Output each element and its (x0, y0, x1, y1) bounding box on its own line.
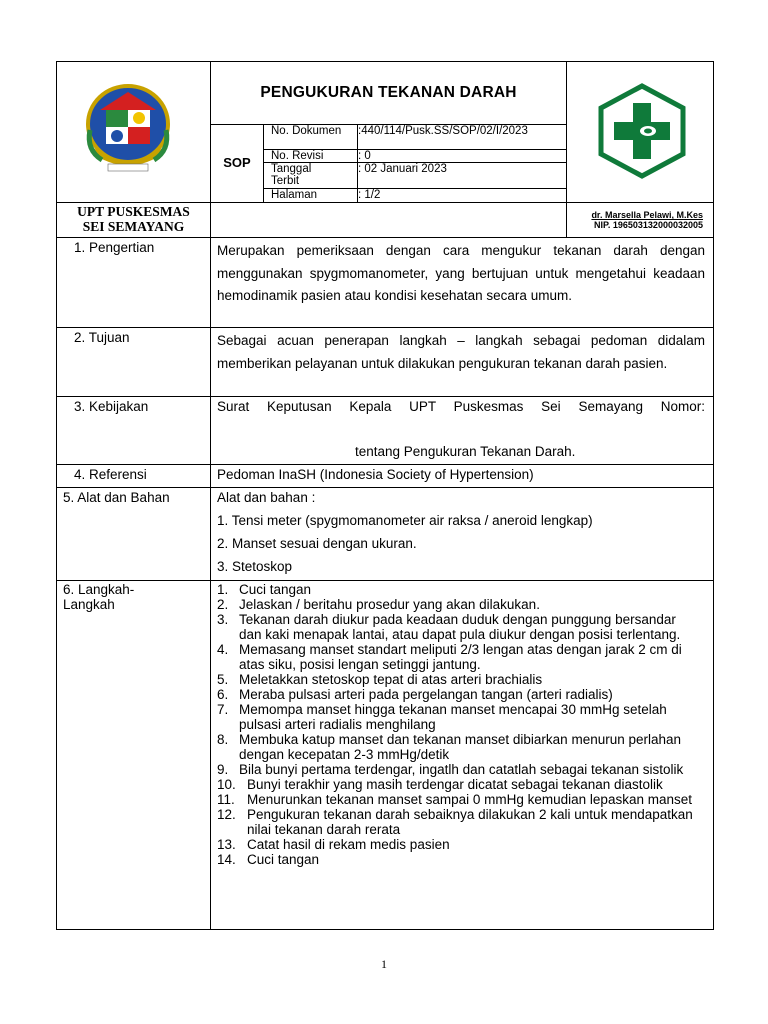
org-name-line1: UPT PUSKESMAS (77, 204, 190, 219)
step-number: 1. (217, 582, 229, 597)
step-item (217, 642, 697, 672)
step-number: 14. (217, 852, 236, 867)
step-number: 8. (217, 732, 229, 747)
step-number: 9. (217, 762, 229, 777)
step-item (217, 732, 697, 762)
org-name-line2: SEI SEMAYANG (82, 219, 185, 234)
divider (210, 61, 211, 202)
step-item (217, 597, 697, 612)
page-number: 1 (381, 957, 387, 971)
step-text: Jelaskan / beritahu prosedur yang akan dilakukan. (239, 597, 540, 612)
step-text: Bila bunyi pertama terdengar, ingatlh dan catatlah sebagai tekanan sistolik (239, 762, 684, 777)
meta-value-document: :440/114/Pusk.SS/SOP/02/I/2023 (358, 125, 528, 137)
divider (56, 396, 714, 397)
meta-label: No. Dokumen (271, 125, 342, 137)
step-number: 12. (217, 807, 236, 822)
meta-label-date: Tanggal Terbit (271, 163, 312, 187)
meta-value-date: : 02 Januari 2023 (358, 163, 447, 175)
step-text: Bunyi terakhir yang masih terdengar dicatat sebagai tekanan diastolik (247, 777, 663, 792)
section-label-kebijakan: 3. Kebijakan (74, 399, 149, 414)
divider (56, 464, 714, 465)
section-label-referensi: 4. Referensi (74, 467, 147, 482)
step-item (217, 792, 697, 807)
section-label-pengertian: 1. Pengertian (74, 240, 155, 255)
step-item (217, 702, 697, 732)
steps-list (217, 582, 697, 867)
signer-nip: NIP. 196503132000032005 (594, 220, 703, 230)
step-number: 4. (217, 642, 229, 657)
step-item (217, 777, 697, 792)
step-text: Cuci tangan (247, 852, 320, 867)
step-number: 2. (217, 597, 229, 612)
step-item (217, 762, 697, 777)
section-text-pengertian: Merupakan pemeriksaan dengan cara mengukur tekanan darah dengan menggunakan spygmomanometer, yang bertujuan untuk mengetahui keadaan hemodinamik pasien atau kondisi kesehatan secara umum. (217, 243, 705, 303)
step-number: 11. (217, 792, 235, 807)
step-text: Pengukuran tekanan darah sebaiknya dilakukan 2 kali untuk mendapatkan nilai tekanan darah rerata (247, 807, 693, 837)
divider (56, 327, 714, 328)
step-item (217, 582, 697, 597)
alat-item: 3. Stetoskop (217, 559, 293, 574)
meta-label-document (271, 125, 357, 137)
step-number: 7. (217, 702, 229, 717)
step-text: Meraba pulsasi arteri pada pergelangan tangan (arteri radialis) (239, 687, 613, 702)
step-number: 5. (217, 672, 229, 687)
meta-label-revision: No. Revisi (271, 150, 324, 162)
step-text: Membuka katup manset dan tekanan manset dibiarkan menurun perlahan dengan kecepatan 2-3 mmHg/detik (239, 732, 682, 762)
page-title: PENGUKURAN TEKANAN DARAH (260, 84, 517, 101)
divider (210, 202, 211, 238)
alat-intro: Alat dan bahan : (217, 490, 316, 505)
step-number: 3. (217, 612, 229, 627)
step-item (217, 837, 697, 852)
meta-value-revision: : 0 (358, 150, 371, 162)
step-text: Tekanan darah diukur pada keadaan duduk dengan punggung bersandar dan kaki menapak lantai, atau dapat pula diukur dengan posisi terlentang. (239, 612, 681, 642)
divider (56, 202, 714, 203)
step-item (217, 807, 697, 837)
section-text-referensi: Pedoman InaSH (Indonesia Society of Hypertension) (217, 467, 534, 482)
step-text: Memompa manset hingga tekanan manset mencapai 30 mmHg setelah pulsasi arteri radialis menghilang (239, 702, 667, 732)
step-item (217, 612, 697, 642)
section-label-langkah-line2: Langkah (63, 597, 115, 612)
section-label-alat: 5. Alat dan Bahan (63, 490, 170, 505)
meta-label-page: Halaman (271, 189, 318, 201)
divider (56, 487, 714, 488)
divider (566, 61, 567, 202)
step-item (217, 672, 697, 687)
section-text-kebijakan-line1: Surat Keputusan Kepala UPT Puskesmas Sei Semayang Nomor: (217, 399, 705, 414)
step-number: 13. (217, 837, 236, 852)
signer-name: dr. Marsella Pelawi, M.Kes (591, 210, 703, 220)
section-label-tujuan: 2. Tujuan (74, 330, 130, 345)
alat-item: 1. Tensi meter (spygmomanometer air raksa / aneroid lengkap) (217, 513, 593, 528)
sop-label: SOP (223, 155, 251, 170)
step-item (217, 852, 697, 867)
step-text: Meletakkan stetoskop tepat di atas arteri brachialis (239, 672, 543, 687)
step-text: Cuci tangan (239, 582, 312, 597)
divider (210, 237, 211, 930)
meta-value-page: : 1/2 (358, 189, 381, 201)
divider (56, 237, 714, 238)
step-number: 10. (217, 777, 236, 792)
regional-emblem-logo (78, 80, 178, 180)
section-label-langkah-line1: 6. Langkah- (63, 582, 135, 597)
section-text-kebijakan-line2: tentang Pengukuran Tekanan Darah. (355, 444, 576, 459)
divider (56, 580, 714, 581)
section-text-tujuan: Sebagai acuan penerapan langkah – langkah sebagai pedoman didalam memberikan pelayanan untuk dilakukan pengukuran tekanan darah pasien. (217, 333, 705, 371)
step-text: Memasang manset standart meliputi 2/3 lengan atas dengan jarak 2 cm di atas siku, posisi lengan setinggi jantung. (239, 642, 682, 672)
step-text: Catat hasil di rekam medis pasien (247, 837, 450, 852)
step-number: 6. (217, 687, 229, 702)
divider (263, 124, 264, 202)
alat-item: 2. Manset sesuai dengan ukuran. (217, 536, 417, 551)
step-item (217, 687, 697, 702)
puskesmas-logo (596, 83, 688, 179)
step-text: Menurunkan tekanan manset sampai 0 mmHg kemudian lepaskan manset (247, 792, 692, 807)
